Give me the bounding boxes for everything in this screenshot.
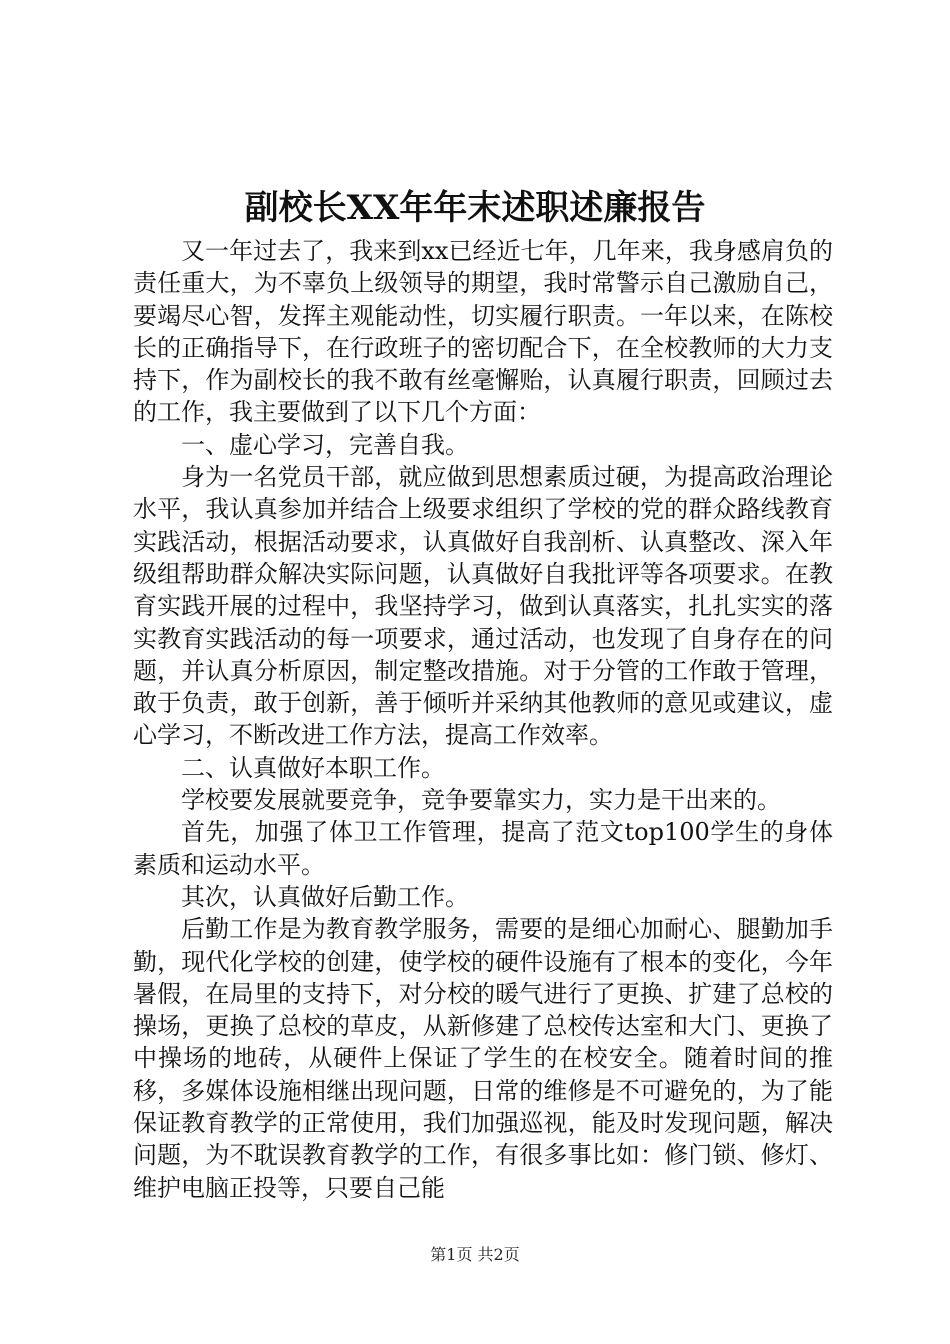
paragraph-study: 身为一名党员干部，就应做到思想素质过硬，为提高政治理论水平，我认真参加并结合上级要求组织了学校的党的群众路线教育实践活动，根据活动要求，认真做好自我剖析、认真整改、深入年级组帮助群众解决实际问题，认真做好自我批评等各项要求。在教育实践开展的过程中，我坚持学习，做到认真落实，扎扎实实的落实教育实践活动的每一项要求，通过活动，也发现了自身存在的问题，并认真分析原因，制定整改措施。对于分管的工作敢于管理，敢于负责，敢于创新，善于倾听并采纳其他教师的意见或建议，虚心学习，不断改进工作方法，提高工作效率。 — [133, 463, 833, 750]
paragraph-logistics: 后勤工作是为教育教学服务，需要的是细心加耐心、腿勤加手勤，现代化学校的创建，使学校的硬件设施有了根本的变化，今年暑假，在局里的支持下，对分校的暖气进行了更换、扩建了总校的操场，更换了总校的草皮，从新修建了总校传达室和大门、更换了中操场的地砖，从硬件上保证了学生的在校安全。随着时间的推移，多媒体设施相继出现问题，日常的维修是不可避免的，为了能保证教育教学的正常使用，我们加强巡视，能及时发现问题，解决问题，为不耽误教育教学的工作，有很多事比如：修门锁、修灯、维护电脑正投等，只要自己能 — [133, 915, 833, 1202]
section-heading-2: 二、认真做好本职工作。 — [181, 753, 445, 782]
section-heading-1: 一、虚心学习，完善自我。 — [181, 430, 469, 459]
document-title: 副校长XX年年末述职述廉报告 — [244, 188, 706, 228]
paragraph-first: 首先，加强了体卫工作管理，提高了范文top100学生的身体素质和运动水平。 — [133, 818, 833, 879]
paragraph-competition: 学校要发展就要竞争，竞争要靠实力，实力是干出来的。 — [181, 786, 781, 815]
document-body — [133, 235, 833, 1204]
paragraph-intro: 又一年过去了，我来到xx已经近七年，几年来，我身感肩负的责任重大，为不辜负上级领导的期望，我时常警示自己激励自己，要竭尽心智，发挥主观能动性，切实履行职责。一年以来，在陈校长的正确指导下，在行政班子的密切配合下，在全校教师的大力支持下，作为副校长的我不敢有丝毫懈贻，认真履行职责，回顾过去的工作，我主要做到了以下几个方面： — [133, 237, 833, 427]
paragraph-second: 其次，认真做好后勤工作。 — [181, 882, 469, 911]
page-number-footer: 第1页 共2页 — [430, 1245, 520, 1264]
